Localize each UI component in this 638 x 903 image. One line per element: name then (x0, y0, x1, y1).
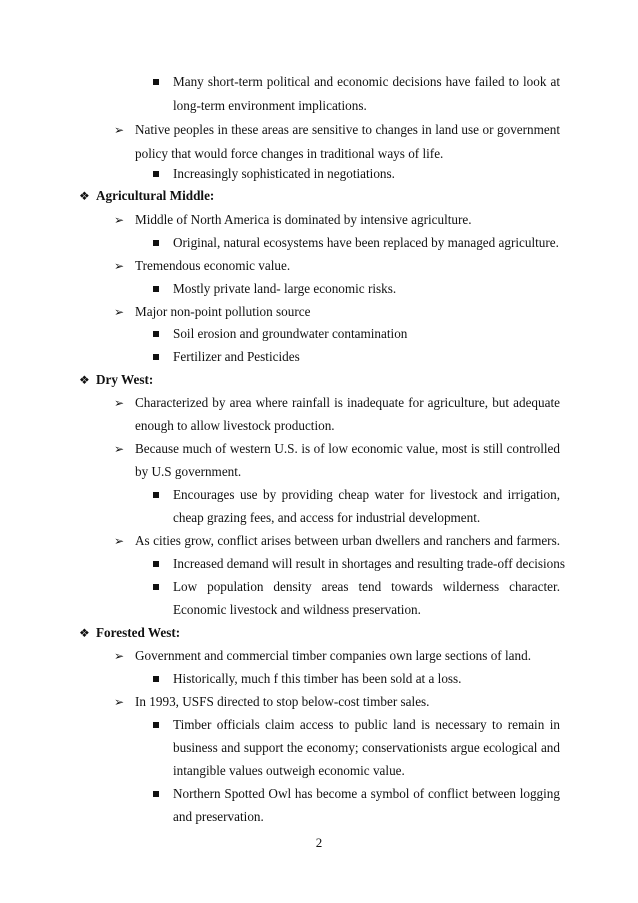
arrow-bullet-icon: ➢ (114, 259, 125, 273)
diamond-bullet-icon: ❖ (79, 626, 90, 640)
body-text-line: Mostly private land- large economic risks. (173, 281, 397, 296)
body-text-line: Increasingly sophisticated in negotiations. (173, 166, 395, 181)
body-text-line: Northern Spotted Owl has become a symbol of conflict between logging (173, 786, 560, 801)
square-bullet-icon (153, 354, 159, 360)
arrow-bullet-icon: ➢ (114, 396, 125, 410)
body-text-line: long-term environment implications. (173, 98, 367, 113)
body-text-line: intangible values outweigh economic value. (173, 763, 405, 778)
square-bullet-icon (153, 331, 159, 337)
body-text-line: Middle of North America is dominated by intensive agriculture. (135, 212, 472, 227)
body-text-line: Fertilizer and Pesticides (173, 349, 300, 364)
body-text-line: Increased demand will result in shortages and resulting trade-off decisions (173, 556, 565, 571)
section-heading: Forested West: (96, 625, 181, 640)
body-text-line: Major non-point pollution source (135, 304, 311, 319)
body-text-line: Because much of western U.S. is of low economic value, most is still controlled (135, 441, 560, 456)
body-text-line: Timber officials claim access to public land is necessary to remain in (173, 717, 560, 732)
body-text-line: As cities grow, conflict arises between urban dwellers and ranchers and farmers. (135, 533, 560, 548)
arrow-bullet-icon: ➢ (114, 695, 125, 709)
body-text-line: Tremendous economic value. (135, 258, 291, 273)
body-text-line: Encourages use by providing cheap water for livestock and irrigation, (173, 487, 560, 502)
section-heading: Agricultural Middle: (96, 188, 215, 203)
page-number: 2 (315, 835, 323, 850)
body-text-line: Economic livestock and wildness preservation. (173, 602, 421, 617)
diamond-bullet-icon: ❖ (79, 189, 90, 203)
diamond-bullet-icon: ❖ (79, 373, 90, 387)
body-text-line: by U.S government. (135, 464, 242, 479)
body-text-line: cheap grazing fees, and access for industrial development. (173, 510, 481, 525)
square-bullet-icon (153, 676, 159, 682)
square-bullet-icon (153, 171, 159, 177)
arrow-bullet-icon: ➢ (114, 213, 125, 227)
body-text-line: and preservation. (173, 809, 264, 824)
body-text-line: Native peoples in these areas are sensitive to changes in land use or government (135, 122, 560, 137)
square-bullet-icon (153, 791, 159, 797)
arrow-bullet-icon: ➢ (114, 123, 125, 137)
body-text-line: business and support the economy; conservationists argue ecological and (173, 740, 560, 755)
square-bullet-icon (153, 240, 159, 246)
square-bullet-icon (153, 561, 159, 567)
body-text-line: policy that would force changes in traditional ways of life. (135, 146, 444, 161)
body-text-line: enough to allow livestock production. (135, 418, 335, 433)
square-bullet-icon (153, 722, 159, 728)
arrow-bullet-icon: ➢ (114, 305, 125, 319)
body-text-line: Soil erosion and groundwater contamination (173, 326, 408, 341)
square-bullet-icon (153, 492, 159, 498)
arrow-bullet-icon: ➢ (114, 442, 125, 456)
body-text-line: Characterized by area where rainfall is inadequate for agriculture, but adequate (135, 395, 560, 410)
body-text-line: Low population density areas tend towards wilderness character. (173, 579, 560, 594)
body-text-line: In 1993, USFS directed to stop below-cost timber sales. (135, 694, 430, 709)
body-text-line: Original, natural ecosystems have been replaced by managed agriculture. (173, 235, 559, 250)
body-text-line: Many short-term political and economic decisions have failed to look at (173, 74, 560, 89)
square-bullet-icon (153, 584, 159, 590)
square-bullet-icon (153, 286, 159, 292)
body-text-line: Historically, much f this timber has been sold at a loss. (173, 671, 462, 686)
square-bullet-icon (153, 79, 159, 85)
section-heading: Dry West: (96, 372, 154, 387)
arrow-bullet-icon: ➢ (114, 649, 125, 663)
arrow-bullet-icon: ➢ (114, 534, 125, 548)
body-text-line: Government and commercial timber companies own large sections of land. (135, 648, 531, 663)
